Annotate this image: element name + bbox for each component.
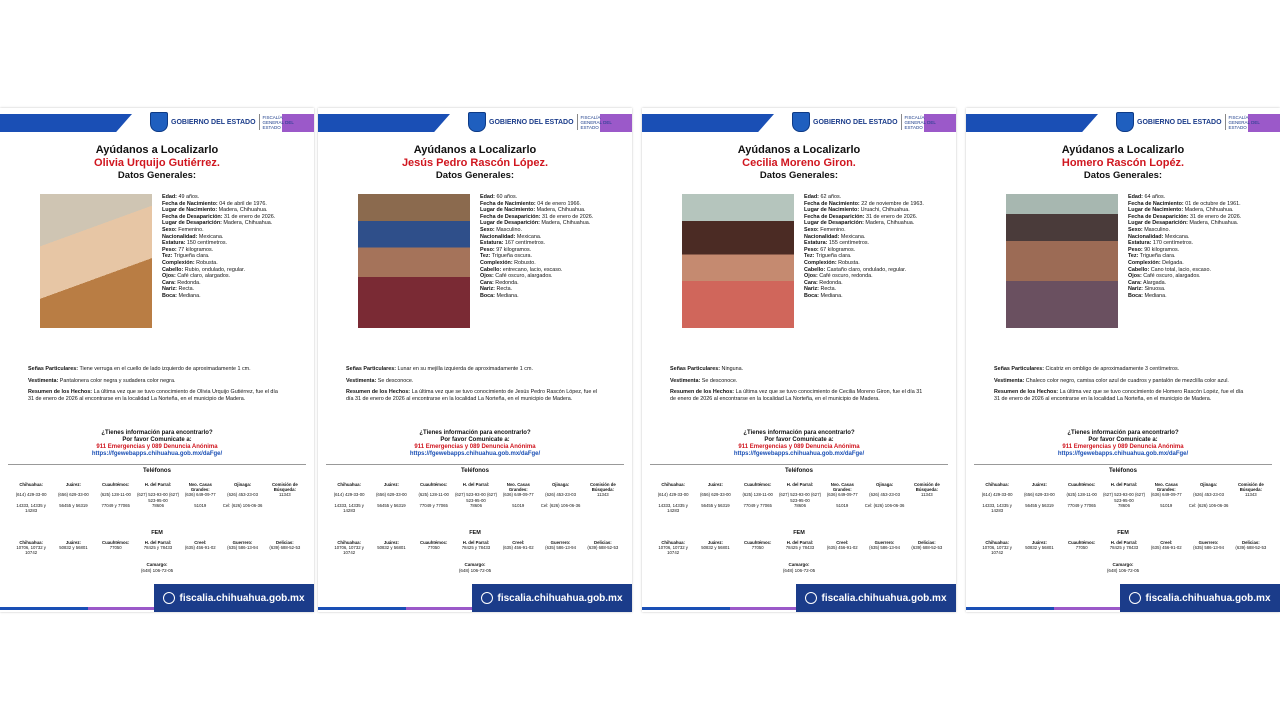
detail-row: Tez: Trigueña clara. <box>1128 253 1176 260</box>
camargo-phone: Camargo: (648) 106-72-05 <box>782 562 816 573</box>
gobierno-label: GOBIERNO DEL ESTADO <box>171 118 256 126</box>
phone-grid-fem: Chihuahua: Juárez: Cuauhtémoc: H. del Parral: Creel: Guerrero: Delicias: 10706, 10732 y 10742 50832 y 56801 77050 78425 y 78433 (635) 456-91-02 (635) 586-13-94 (639) 688-52-53 <box>16 540 301 556</box>
footer-url: fiscalia.chihuahua.gob.mx <box>497 592 623 604</box>
gobierno-label: GOBIERNO DEL ESTADO <box>813 118 898 126</box>
footer-banner[interactable] <box>796 584 956 612</box>
missing-person-poster <box>0 108 314 612</box>
detail-row: Nacionalidad: Mexicana. <box>162 233 224 240</box>
government-logo <box>468 112 617 132</box>
globe-icon <box>481 592 493 604</box>
telefonos-title: Teléfonos <box>461 468 489 474</box>
detail-row: Cabello: Cano total, lacio, escaso. <box>1128 266 1211 273</box>
report-link[interactable]: https://fgewebapps.chihuahua.gob.mx/daFge/ <box>733 451 865 457</box>
detail-row: Fecha de Nacimiento: 22 de noviembre de 1963. <box>804 200 924 207</box>
detail-row: Complexión: Robusta. <box>162 259 218 266</box>
detail-row: Boca: Mediana. <box>1128 292 1167 299</box>
report-link[interactable]: https://fgewebapps.chihuahua.gob.mx/daFge/ <box>91 451 223 457</box>
footer-stripe <box>0 607 160 610</box>
detail-row: Cabello: Rubio, ondulado, regular. <box>162 266 246 273</box>
person-name: Cecilia Moreno Giron. <box>742 157 856 169</box>
person-details <box>162 194 302 300</box>
detail-row: Cabello: Castaño claro, ondulado, regular. <box>804 266 907 273</box>
footer-banner[interactable] <box>1120 584 1280 612</box>
detail-row: Peso: 90 kilogramos. <box>1128 246 1180 253</box>
gobierno-label: GOBIERNO DEL ESTADO <box>489 118 574 126</box>
detail-row: Nariz: Recta. <box>804 286 837 293</box>
person-details <box>804 194 944 300</box>
case-narrative: Señas Particulares: Ninguna. Vestimenta: Se desconoce. Resumen de los Hechos: La última vez que se tuvo conocimiento de Cecilia Moreno Giron, fue el día 31 de enero de 2026 al encontrarse en la localidad La Norteña, en el municipio de Madera. <box>670 366 923 402</box>
detail-row: Nariz: Recta. <box>162 286 195 293</box>
missing-person-poster <box>318 108 632 612</box>
person-name: Jesús Pedro Rascón López. <box>401 157 549 169</box>
phone-grid: Chihuahua: Juárez: Cuauhtémoc: H. del Parral: Nvo. Casas Grandes: Ojinaga: Comisión de Búsqueda: (614) 429-33-00 (656) 629-33-00 (625) 128-11-00 (627) 523-93-00 (627) 523-95-00 (636) 649-09-77 (626) 453-23-03 11343 14333, 14335 y 14283 56455 y 56319 77049 y 77065 78606 51019 Cel: (626) 106-06-36 <box>333 482 616 514</box>
detail-row: Boca: Mediana. <box>162 292 201 299</box>
fiscalia-label: FISCALÍA GENERAL DEL ESTADO <box>262 114 294 130</box>
footer-banner[interactable] <box>472 584 632 612</box>
detail-row: Cara: Redonda. <box>162 279 201 286</box>
detail-row: Lugar de Desaparición: Madera, Chihuahua. <box>1128 220 1239 227</box>
detail-row: Peso: 77 kilogramos. <box>162 246 214 253</box>
detail-row: Sexo: Masculino. <box>1128 226 1170 233</box>
globe-icon <box>1129 592 1141 604</box>
fem-title: FEM <box>151 530 163 536</box>
detail-row: Fecha de Desaparición: 31 de enero de 2026. <box>480 213 594 220</box>
detail-row: Fecha de Nacimiento: 04 de enero 1966. <box>480 200 581 207</box>
poster-heading: Ayúdanos a Localizarlo <box>95 144 219 156</box>
person-photo <box>1006 194 1118 328</box>
telefonos-title: Teléfonos <box>143 468 171 474</box>
detail-row: Fecha de Nacimiento: 01 de octubre de 1961. <box>1128 200 1241 207</box>
detail-row: Lugar de Nacimiento: Madera, Chihuahua. <box>1128 207 1234 214</box>
case-narrative: Señas Particulares: Tiene verruga en el cuello de lado izquierdo de aproximadamente 1 cm. Vestimenta: Pantalonera color negra y sudadera color negra. Resumen de los Hechos: La última vez que se tuvo conocimiento de Olivia Urquijo Gutiérrez, fue el día 31 de enero de 2026 al encontrarse en la localidad La Norteña, en el municipio de Madera. <box>28 366 278 402</box>
detail-row: Tez: Trigueña clara. <box>804 253 852 260</box>
detail-row: Fecha de Nacimiento: 04 de abril de 1976. <box>162 200 267 207</box>
detail-row: Ojos: Café oscuro, redonda. <box>804 273 873 280</box>
detail-row: Lugar de Desaparición: Madera, Chihuahua. <box>480 220 591 227</box>
detail-row: Cara: Redonda. <box>804 279 843 286</box>
person-name: Homero Rascón Lopéz. <box>1061 157 1185 169</box>
blue-banner <box>966 114 1098 132</box>
detail-row: Nacionalidad: Mexicana. <box>1128 233 1190 240</box>
detail-row: Lugar de Desaparición: Madera, Chihuahua. <box>804 220 915 227</box>
contact-info: ¿Tienes información para encontrarlo? Por favor Comunicate a: 911 Emergencias y 089 Denuncia Anónima https://fgewebapps.chihuahua.gob.mx/daFge/ <box>642 430 956 458</box>
camargo-phone: Camargo: (648) 106-72-05 <box>140 562 174 573</box>
detail-row: Nacionalidad: Mexicana. <box>480 233 542 240</box>
government-logo <box>1116 112 1265 132</box>
detail-row: Edad: 64 años. <box>1128 194 1166 200</box>
detail-row: Complexión: Delgada. <box>1128 259 1184 266</box>
detail-row: Complexión: Robusto. <box>480 259 536 266</box>
detail-row: Boca: Mediana. <box>804 292 843 299</box>
fiscalia-label: FISCALÍA GENERAL DEL ESTADO <box>580 114 612 130</box>
shield-icon <box>792 112 810 132</box>
government-logo <box>792 112 941 132</box>
detail-row: Cabello: entrecano, lacio, escaso. <box>480 266 563 273</box>
government-logo <box>150 112 299 132</box>
detail-row: Cara: Redonda. <box>480 279 519 286</box>
detail-row: Edad: 60 años. <box>480 194 518 200</box>
phone-grid-fem: Chihuahua: Juárez: Cuauhtémoc: H. del Parral: Creel: Guerrero: Delicias: 10706, 10732 y 10742 50832 y 56801 77050 78425 y 78433 (635) 456-91-02 (635) 586-13-94 (639) 688-52-53 <box>658 540 943 556</box>
missing-person-poster <box>642 108 956 612</box>
datos-generales: Datos Generales: <box>117 170 197 181</box>
person-photo <box>40 194 152 328</box>
detail-row: Nariz: Recta. <box>480 286 513 293</box>
detail-row: Estatura: 150 centímetros. <box>162 240 228 247</box>
telefonos-title: Teléfonos <box>1109 468 1137 474</box>
detail-row: Estatura: 170 centímetros. <box>1128 240 1194 247</box>
person-photo <box>358 194 470 328</box>
person-details <box>1128 194 1268 300</box>
footer-url: fiscalia.chihuahua.gob.mx <box>821 592 947 604</box>
contact-info: ¿Tienes información para encontrarlo? Por favor Comunicate a: 911 Emergencias y 089 Denuncia Anónima https://fgewebapps.chihuahua.gob.mx/daFge/ <box>318 430 632 458</box>
case-narrative: Señas Particulares: Cicatriz en ombligo de aproximadamente 3 centímetros. Vestimenta: Chaleco color negro, camisa color azul de cuadros y pantalón de mezclilla color azul. Resumen de los Hechos: La última vez que se tuvo conocimiento de Homero Rascón Lopéz, fue el día 31 de enero de 2026 al encontrarse en la localidad La Norteña, en el municipio de Madera. <box>994 366 1244 402</box>
telefonos-title: Teléfonos <box>785 468 813 474</box>
detail-row: Ojos: Café oscuro, alargados. <box>480 273 553 280</box>
blue-banner <box>0 114 132 132</box>
detail-row: Sexo: Femenino. <box>804 226 846 233</box>
blue-banner <box>642 114 774 132</box>
detail-row: Ojos: Café oscuro, alargados. <box>1128 273 1201 280</box>
datos-generales: Datos Generales: <box>435 170 515 181</box>
detail-row: Estatura: 167 centímetros. <box>480 240 546 247</box>
detail-row: Sexo: Femenino. <box>162 226 204 233</box>
detail-row: Complexión: Robusta. <box>804 259 860 266</box>
detail-row: Tez: Trigueña oscura. <box>480 253 533 260</box>
datos-generales: Datos Generales: <box>759 170 839 181</box>
detail-row: Estatura: 155 centímetros. <box>804 240 870 247</box>
footer-url: fiscalia.chihuahua.gob.mx <box>1145 592 1271 604</box>
detail-row: Nacionalidad: Mexicana. <box>804 233 866 240</box>
case-narrative: Señas Particulares: Lunar en su mejilla izquierda de aproximadamente 1 cm. Vestimenta: Se desconoce. Resumen de los Hechos: La última vez que se tuvo conocimiento de Jesús Pedro Rascón López, fue el día 31 de enero de 2026 al encontrarse en la localidad La Norteña, en el municipio de Madera. <box>346 366 598 402</box>
fem-title: FEM <box>793 530 805 536</box>
phone-grid: Chihuahua: Juárez: Cuauhtémoc: H. del Parral: Nvo. Casas Grandes: Ojinaga: Comisión de Búsqueda: (614) 429-33-00 (656) 629-33-00 (625) 128-11-00 (627) 523-93-00 (627) 523-95-00 (636) 649-09-77 (626) 453-23-03 11343 14333, 14335 y 14283 56455 y 56319 77049 y 77065 78606 51019 Cel: (626) 106-06-36 <box>657 482 940 514</box>
footer-stripe <box>318 607 478 610</box>
person-name: Olivia Urquijo Gutiérrez. <box>94 157 220 169</box>
poster-heading: Ayúdanos a Localizarlo <box>413 144 537 156</box>
poster-heading: Ayúdanos a Localizarlo <box>1061 144 1185 156</box>
phone-grid: Chihuahua: Juárez: Cuauhtémoc: H. del Parral: Nvo. Casas Grandes: Ojinaga: Comisión de Búsqueda: (614) 429-33-00 (656) 629-33-00 (625) 128-11-00 (627) 523-93-00 (627) 523-95-00 (636) 649-09-77 (626) 453-23-03 11343 14333, 14335 y 14283 56455 y 56319 77049 y 77065 78606 51019 Cel: (626) 106-06-36 <box>981 482 1264 514</box>
detail-row: Sexo: Masculino. <box>480 226 522 233</box>
shield-icon <box>1116 112 1134 132</box>
detail-row: Lugar de Nacimiento: Madera, Chihuahua. <box>480 207 586 214</box>
person-photo <box>682 194 794 328</box>
footer-stripe <box>642 607 802 610</box>
detail-row: Nariz: Sinuosa. <box>1128 286 1166 293</box>
detail-row: Fecha de Desaparición: 31 de enero de 2026. <box>162 213 276 220</box>
datos-generales: Datos Generales: <box>1083 170 1163 181</box>
phone-grid-fem: Chihuahua: Juárez: Cuauhtémoc: H. del Parral: Creel: Guerrero: Delicias: 10706, 10732 y 10742 50832 y 56801 77050 78425 y 78433 (635) 456-91-02 (635) 586-13-94 (639) 688-52-53 <box>982 540 1267 556</box>
phone-grid: Chihuahua: Juárez: Cuauhtémoc: H. del Parral: Nvo. Casas Grandes: Ojinaga: Comisión de Búsqueda: (614) 429-33-00 (656) 629-33-00 (625) 128-11-00 (627) 523-93-00 (627) 523-95-00 (636) 649-09-77 (626) 453-23-03 11343 14333, 14335 y 14283 56455 y 56319 77049 y 77065 78606 51019 Cel: (626) 106-06-36 <box>15 482 298 514</box>
shield-icon <box>150 112 168 132</box>
phone-grid-fem: Chihuahua: Juárez: Cuauhtémoc: H. del Parral: Creel: Guerrero: Delicias: 10706, 10732 y 10742 50832 y 56801 77050 78425 y 78433 (635) 456-91-02 (635) 586-13-94 (639) 688-52-53 <box>334 540 619 556</box>
footer-stripe <box>966 607 1126 610</box>
blue-banner <box>318 114 450 132</box>
gobierno-label: GOBIERNO DEL ESTADO <box>1137 118 1222 126</box>
footer-url: fiscalia.chihuahua.gob.mx <box>179 592 305 604</box>
detail-row: Lugar de Nacimiento: Uruachi, Chihuahua. <box>804 207 910 214</box>
globe-icon <box>163 592 175 604</box>
footer-banner[interactable] <box>154 584 314 612</box>
contact-info: ¿Tienes información para encontrarlo? Por favor Comunicate a: 911 Emergencias y 089 Denuncia Anónima https://fgewebapps.chihuahua.gob.mx/daFge/ <box>0 430 314 458</box>
camargo-phone: Camargo: (648) 106-72-05 <box>1106 562 1140 573</box>
detail-row: Ojos: Café claro, alargados. <box>162 273 231 280</box>
detail-row: Lugar de Desaparición: Madera, Chihuahua. <box>162 220 273 227</box>
report-link[interactable]: https://fgewebapps.chihuahua.gob.mx/daFge/ <box>409 451 541 457</box>
contact-info: ¿Tienes información para encontrarlo? Por favor Comunicate a: 911 Emergencias y 089 Denuncia Anónima https://fgewebapps.chihuahua.gob.mx/daFge/ <box>966 430 1280 458</box>
poster-heading: Ayúdanos a Localizarlo <box>737 144 861 156</box>
detail-row: Edad: 62 años. <box>804 194 842 200</box>
detail-row: Peso: 67 kilogramos. <box>804 246 856 253</box>
person-details <box>480 194 620 300</box>
detail-row: Fecha de Desaparición: 31 de enero de 2026. <box>804 213 918 220</box>
fem-title: FEM <box>1117 530 1129 536</box>
camargo-phone: Camargo: (648) 106-72-05 <box>458 562 492 573</box>
fem-title: FEM <box>469 530 481 536</box>
missing-person-poster <box>966 108 1280 612</box>
detail-row: Edad: 49 años. <box>162 194 200 200</box>
detail-row: Fecha de Desaparición: 31 de enero de 2026. <box>1128 213 1242 220</box>
detail-row: Cara: Alargada. <box>1128 279 1167 286</box>
detail-row: Lugar de Nacimiento: Madera, Chihuahua. <box>162 207 268 214</box>
shield-icon <box>468 112 486 132</box>
detail-row: Peso: 97 kilogramos. <box>480 246 532 253</box>
detail-row: Tez: Trigueña clara. <box>162 253 210 260</box>
report-link[interactable]: https://fgewebapps.chihuahua.gob.mx/daFge/ <box>1057 451 1189 457</box>
fiscalia-label: FISCALÍA GENERAL DEL ESTADO <box>1228 114 1260 130</box>
fiscalia-label: FISCALÍA GENERAL DEL ESTADO <box>904 114 936 130</box>
detail-row: Boca: Mediana. <box>480 292 519 299</box>
globe-icon <box>805 592 817 604</box>
